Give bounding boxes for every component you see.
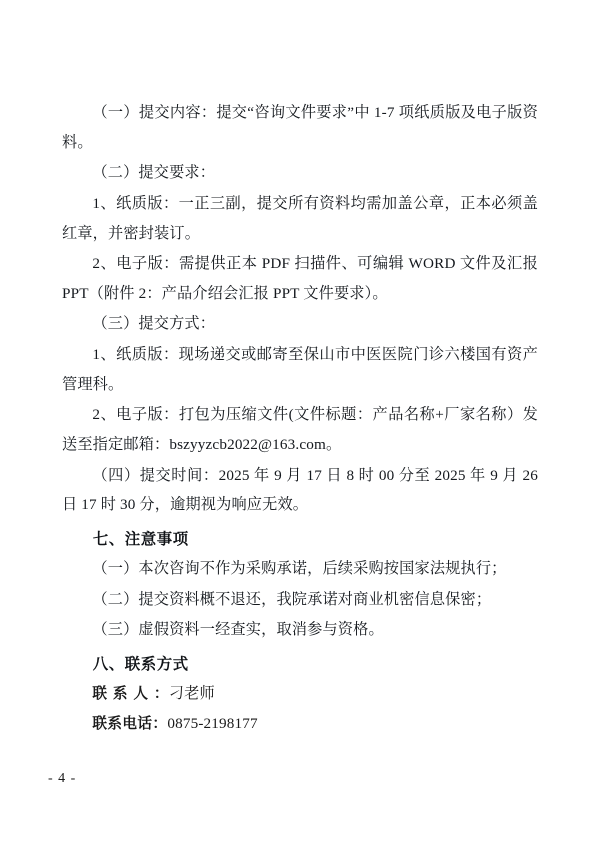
notice-item: （三）虚假资料一经查实，取消参与资格。 [92, 621, 384, 639]
page-number: - 4 - [48, 771, 77, 786]
contact-person-value: 刁老师 [168, 684, 215, 702]
notice-item: （一）本次咨询不作为采购承诺，后续采购按国家法规执行； [92, 560, 507, 577]
paragraph: 2、电子版：打包为压缩文件(文件标题：产品名称+厂家名称）发送至指定邮箱：bszyyzcb2022@163.com。 [62, 406, 538, 454]
paragraph: 1、纸质版：现场递交或邮寄至保山市中医医院门诊六楼国有资产管理科。 [62, 346, 538, 393]
paragraph: （二）提交要求： [92, 164, 216, 182]
paragraph: （一）提交内容：提交“咨询文件要求”中 1-7 项纸质版及电子版资料。 [62, 104, 538, 151]
contact-person-line [62, 679, 538, 709]
notice-item: （二）提交资料概不退还，我院承诺对商业机密信息保密； [92, 590, 492, 608]
section-heading-notice: 七、注意事项 [92, 529, 189, 548]
contact-phone-value: 0875-2198177 [167, 714, 258, 732]
paragraph: 1、纸质版：一正三副，提交所有资料均需加盖公章，正本必须盖红章，并密封装订。 [62, 194, 538, 242]
paragraph: 2、电子版：需提供正本 PDF 扫描件、可编辑 WORD 文件及汇报 PPT（附件 2：产品介绍会汇报 PPT 文件要求）。 [62, 255, 538, 302]
paragraph: （三）提交方式： [92, 315, 216, 333]
paragraph: （四）提交时间：2025 年 9 月 17 日 8 时 00 分至 2025 年 9 月 26 日 17 时 30 分，逾期视为响应无效。 [62, 466, 538, 514]
contact-phone-line [62, 709, 538, 739]
contact-phone-label: 联系电话： [92, 714, 168, 732]
contact-person-label: 联 系 人 ： [92, 684, 169, 702]
section-heading-contact: 八、联系方式 [92, 654, 189, 673]
